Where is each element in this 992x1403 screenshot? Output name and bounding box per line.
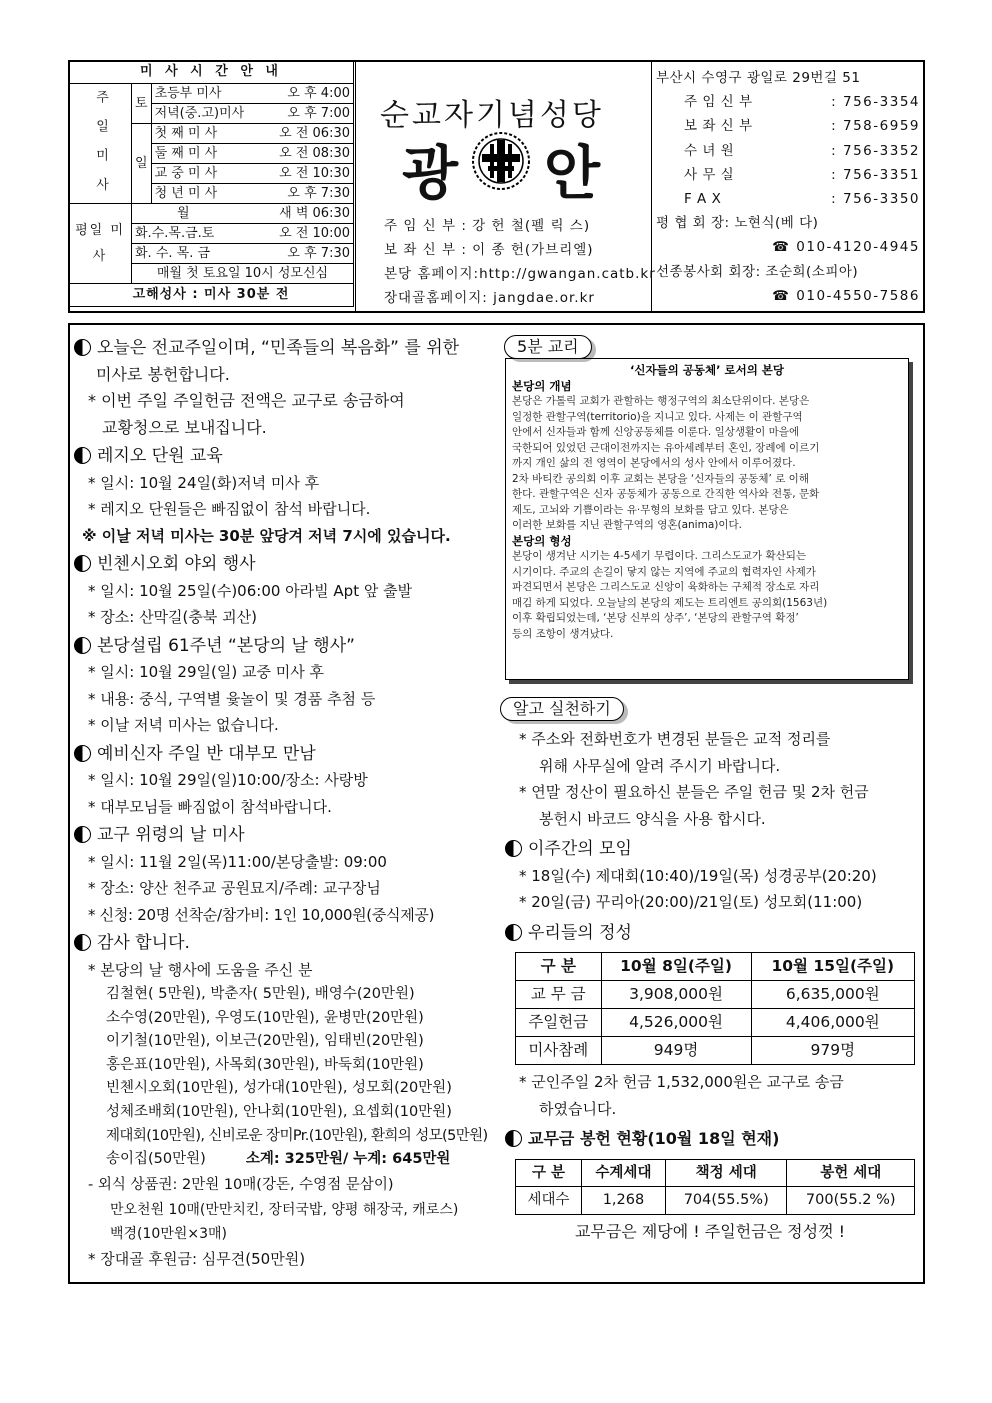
donor-line: 소수영(20만원), 우영도(10만원), 윤병만(20만원) [106,1009,424,1026]
half-circle-bullet-icon [74,637,91,654]
notice-line: * 일시: 10월 29일(일)10:00/장소: 사랑방 [88,771,368,789]
right-column [505,726,915,1245]
donor-list [74,983,498,1172]
slogan: 교무금은 제당에 ! 주일헌금은 정성껏 ! [574,1221,846,1241]
donor-line: 제대회(10만원), 신비로운 장미Pr.(10만원), 환희의 성모(5만원) [106,1127,488,1144]
mass-schedule-title: 미 사 시 간 안 내 [69,61,354,84]
sunday-label: 일 [132,124,152,204]
half-circle-bullet-icon [74,934,91,951]
council-phone: ☎ 010-4120-4945 [772,239,920,256]
council-president: 평 협 회 장: 노현식(베 다) [656,215,819,232]
catechism-line: 까지 개인 삶의 전 영역이 본당에서의 성사 안에서 이루어졌다. [512,457,796,469]
notice-line: * 연말 정산이 필요하신 분들은 주일 헌금 및 2차 헌금 [519,783,869,801]
offering-section: 우리들의 정성 [505,920,915,947]
legio-section: 레지오 단원 교육 [74,443,498,470]
table-row: 미사참례 949명 979명 [516,1037,915,1065]
catechism-line: 시기이다. 주교의 손길이 닿지 않는 지역에 주교의 협력자인 사제가 [512,565,816,578]
catechism-line: 본당이 생겨난 시기는 4-5세기 무렵이다. 그리스도교가 확산되는 [512,550,807,562]
donor-line: 송이집(50만원) 소계: 325만원/ 누계: 645만원 [106,1151,451,1168]
catechism-heading: 본당의 개념 [512,378,572,393]
notice-line: * 이번 주일 주일헌금 전액은 교구로 송금하여 [88,391,405,410]
notice-line: * 주소와 전화번호가 변경된 분들은 교적 정리를 [519,730,831,748]
table-header: 책정 세대 [665,1159,787,1187]
notice-line: 봉헌시 바코드 양식을 사용 합시다. [539,809,766,828]
parish-day-section: 본당설립 61주년 “본당의 날 행사” [74,633,498,660]
catechism-line: 이러한 보화를 지닌 관할구역의 영혼(anima)이다. [512,519,742,531]
catechism-line: 제도, 고뇌와 기쁨이라는 유·무형의 보화를 담고 있다. 본당은 [512,503,789,516]
mass-row: 첫 째 미 사 오 전 06:30 [151,124,353,144]
church-subtitle: 순교자기념성당 [380,98,604,133]
table-row: 세대수 1,268 704(55.5%) 700(55.2 %) [516,1187,915,1215]
mass-schedule-table [68,60,354,307]
thanks-total: 소계: 325만원/ 누계: 645만원 [245,1151,451,1168]
pastor-line: 주 임 신 부 : 강 헌 철(펠 릭 스) [384,218,591,234]
gift-line: 만오천원 10매(만만치킨, 장터국밥, 양평 해장국, 캐로스) [110,1202,459,1219]
half-circle-bullet-icon [505,1130,522,1147]
mass-row: 초등부 미사 오 후 4:00 [151,84,353,104]
volunteer-phone: ☎ 010-4550-7586 [772,287,920,304]
catechism-box [505,358,909,680]
half-circle-bullet-icon [74,826,91,843]
dues-table [515,1159,915,1215]
table-header: 10월 15일(주일) [751,953,914,981]
church-title-right: 안 [544,139,605,207]
half-circle-bullet-icon [505,840,522,857]
left-column [74,333,498,1273]
all-souls-section: 교구 위령의 날 미사 [74,822,498,849]
offering-table [515,952,915,1065]
first-saturday-note: 매월 첫 토요일 10시 성모신심 [132,264,354,284]
table-header: 봉헌 세대 [787,1159,915,1187]
notice-line: 하였습니다. [539,1099,617,1118]
jangdae-donation: * 장대골 후원금: 심무견(50만원) [88,1250,306,1269]
table-row: 교 무 금 3,908,000원 6,635,000원 [516,981,915,1009]
table-header: 10월 8일(주일) [601,953,751,981]
mass-row: 둘 째 미 사 오 전 08:30 [151,144,353,164]
mass-row: 교 중 미 사 오 전 10:30 [151,164,353,184]
mission-sunday-section: 오늘은 전교주일이며, “민족들의 복음화” 를 위한 [74,335,498,362]
notice-line: * 군인주일 2차 헌금 1,532,000원은 교구로 송금 [519,1073,844,1091]
donor-line: 성체조배회(10만원), 안나회(10만원), 요셉회(10만원) [106,1103,452,1120]
dues-section: 교무금 봉헌 현황(10월 18일 현재) [505,1126,915,1153]
volunteer-president: 선종봉사회 회장: 조순희(소피아) [656,263,859,280]
catechism-line: 안에서 신자들과 함께 신앙공동체를 이룬다. 일상생활이 마을에 [512,426,800,438]
mass-schedule [68,60,356,313]
vincent-section: 빈첸시오회 야외 행사 [74,551,498,578]
contact-row: 사 무 실 : 756-3351 [684,166,920,183]
meeting-line: * 20일(금) 꾸리아(20:00)/21일(토) 성모회(11:00) [519,893,863,911]
half-circle-bullet-icon [505,924,522,941]
meeting-line: * 18일(수) 제대회(10:40)/19일(목) 성경공부(20:20) [519,866,877,885]
mass-row: 월 새 벽 06:30 [132,204,354,224]
gift-line: - 외식 상품권: 2만원 10매(강돈, 수영점 문삼이) [88,1176,394,1193]
mass-row: 화.수.목.금.토 오 전 10:00 [132,224,354,244]
donor-line: 이기철(10만원), 이보근(20만원), 임태빈(20만원) [106,1033,424,1050]
half-circle-bullet-icon [74,339,91,356]
catechism-line: 일정한 관할구역(territorio)을 지니고 있다. 사제는 이 관할구역 [512,410,803,423]
gift-line: 백경(10만원×3매) [110,1226,227,1243]
notice-line: * 일시: 10월 24일(화)저녁 미사 후 [88,473,320,492]
contact-row: F A X : 756-3350 [684,191,920,208]
table-row: 주일헌금 4,526,000원 4,406,000원 [516,1009,915,1037]
notice-line: 교황청으로 보내집니다. [102,417,267,437]
half-circle-bullet-icon [74,447,91,464]
clergy-info [384,214,656,310]
contacts-panel [656,66,920,308]
saturday-label: 토 [132,84,152,124]
donor-line: 김철현( 5만원), 박춘자( 5만원), 배영수(20만원) [106,986,415,1002]
confession-note: 고해성사 : 미사 30분 전 [69,284,354,307]
mass-row: 청 년 미 사 오 후 7:30 [151,184,353,204]
contact-row: 주 임 신 부 : 756-3354 [684,94,920,111]
notice-line: 위해 사무실에 알려 주시기 바랍니다. [539,756,781,775]
thanks-section: 감사 합니다. [74,930,498,957]
jangdae-link[interactable]: 장대골홈페이지: jangdae.or.kr [384,290,595,306]
donor-line: 빈첸시오회(10만원), 성가대(10만원), 성모회(20만원) [106,1080,452,1097]
catechism-line: 한다. 관할구역은 신자 공동체가 공동으로 간직한 역사와 전통, 문화 [512,488,820,500]
mass-row: 화. 수. 목. 금 오 후 7:30 [132,244,354,264]
know-practice-tag: 알고 실천하기 [500,697,624,721]
sunday-mass-label: 주 일 미 사 [69,84,132,204]
assistant-line: 보 좌 신 부 : 이 종 헌(가브리엘) [384,242,594,258]
contact-row: 수 녀 원 : 756-3352 [684,142,920,159]
catechism-line: 2차 바티칸 공의회 이후 교회는 본당을 ‘신자들의 공동체’ 로 이해 [512,472,809,485]
godparent-section: 예비신자 주일 반 대부모 만남 [74,741,498,768]
donor-line: 홍은표(10만원), 사목회(30만원), 바둑회(10만원) [106,1056,424,1073]
catechism-line: 본당은 가톨릭 교회가 관할하는 행정구역의 최소단위이다. 본당은 [512,395,810,407]
catechism-title: ‘신자들의 공동체’ 로서의 본당 [629,363,785,377]
notice-line: * 레지오 단원들은 빠짐없이 참석 바랍니다. [88,500,371,518]
table-header: 구 분 [516,953,602,981]
notice-line: * 내용: 중식, 구역별 윷놀이 및 경품 추첨 등 [88,689,376,708]
catechism-line: 국한되어 있었던 근대이전까지는 유아세례부터 혼인, 장례에 이르기 [512,441,820,454]
notice-line: * 대부모님들 빠짐없이 참석바랍니다. [88,797,332,816]
catechism-line: 파견되면서 본당은 그리스도교 신앙이 육화하는 구체적 장소로 자리 [512,581,820,593]
contact-row: 보 좌 신 부 : 758-6959 [684,118,920,135]
catechism-tag: 5분 교리 [504,335,592,359]
meetings-section: 이주간의 모임 [505,836,915,863]
catechism-line: 등의 조항이 생겨났다. [512,627,614,640]
notice-line: * 신청: 20명 선착순/참가비: 1인 10,000원(중식제공) [88,905,435,924]
table-header: 수계세대 [581,1159,665,1187]
church-emblem-icon [470,130,532,196]
catechism-line: 매김 하게 되었다. 오늘날의 본당의 제도는 트리엔트 공의회(1563년) [512,596,828,609]
notice-line: ※ 이날 저녁 미사는 30분 앞당겨 저녁 7시에 있습니다. [82,526,451,545]
homepage-link[interactable]: 본당 홈페이지:http://gwangan.catb.kr [384,266,656,282]
notice-line: * 이날 저녁 미사는 없습니다. [88,716,279,734]
half-circle-bullet-icon [74,555,91,572]
notice-line: 미사로 봉헌합니다. [96,364,230,384]
notice-line: * 장소: 양산 천주교 공원묘지/주례: 교구장님 [88,879,381,897]
notice-line: * 본당의 날 행사에 도움을 주신 분 [88,960,313,979]
notice-line: * 일시: 11월 2일(목)11:00/본당출발: 09:00 [88,852,387,871]
weekday-mass-label: 평일 미사 [69,204,132,284]
table-header: 구 분 [516,1159,582,1187]
catechism-line: 이후 확립되었는데, ‘본당 신부의 상주’, ‘본당의 관할구역 확정’ [512,612,799,624]
catechism-heading: 본당의 형성 [512,533,572,548]
church-title-left: 광 [402,139,463,207]
notice-line: * 장소: 산막길(충북 괴산) [88,608,257,626]
half-circle-bullet-icon [74,745,91,762]
notice-line: * 일시: 10월 25일(수)06:00 아라빌 Apt 앞 출발 [88,581,413,600]
notice-line: * 일시: 10월 29일(일) 교중 미사 후 [88,663,324,681]
address: 부산시 수영구 광일로 29번길 51 [656,70,861,86]
mass-row: 저녁(중.고)미사 오 후 7:00 [151,104,353,124]
